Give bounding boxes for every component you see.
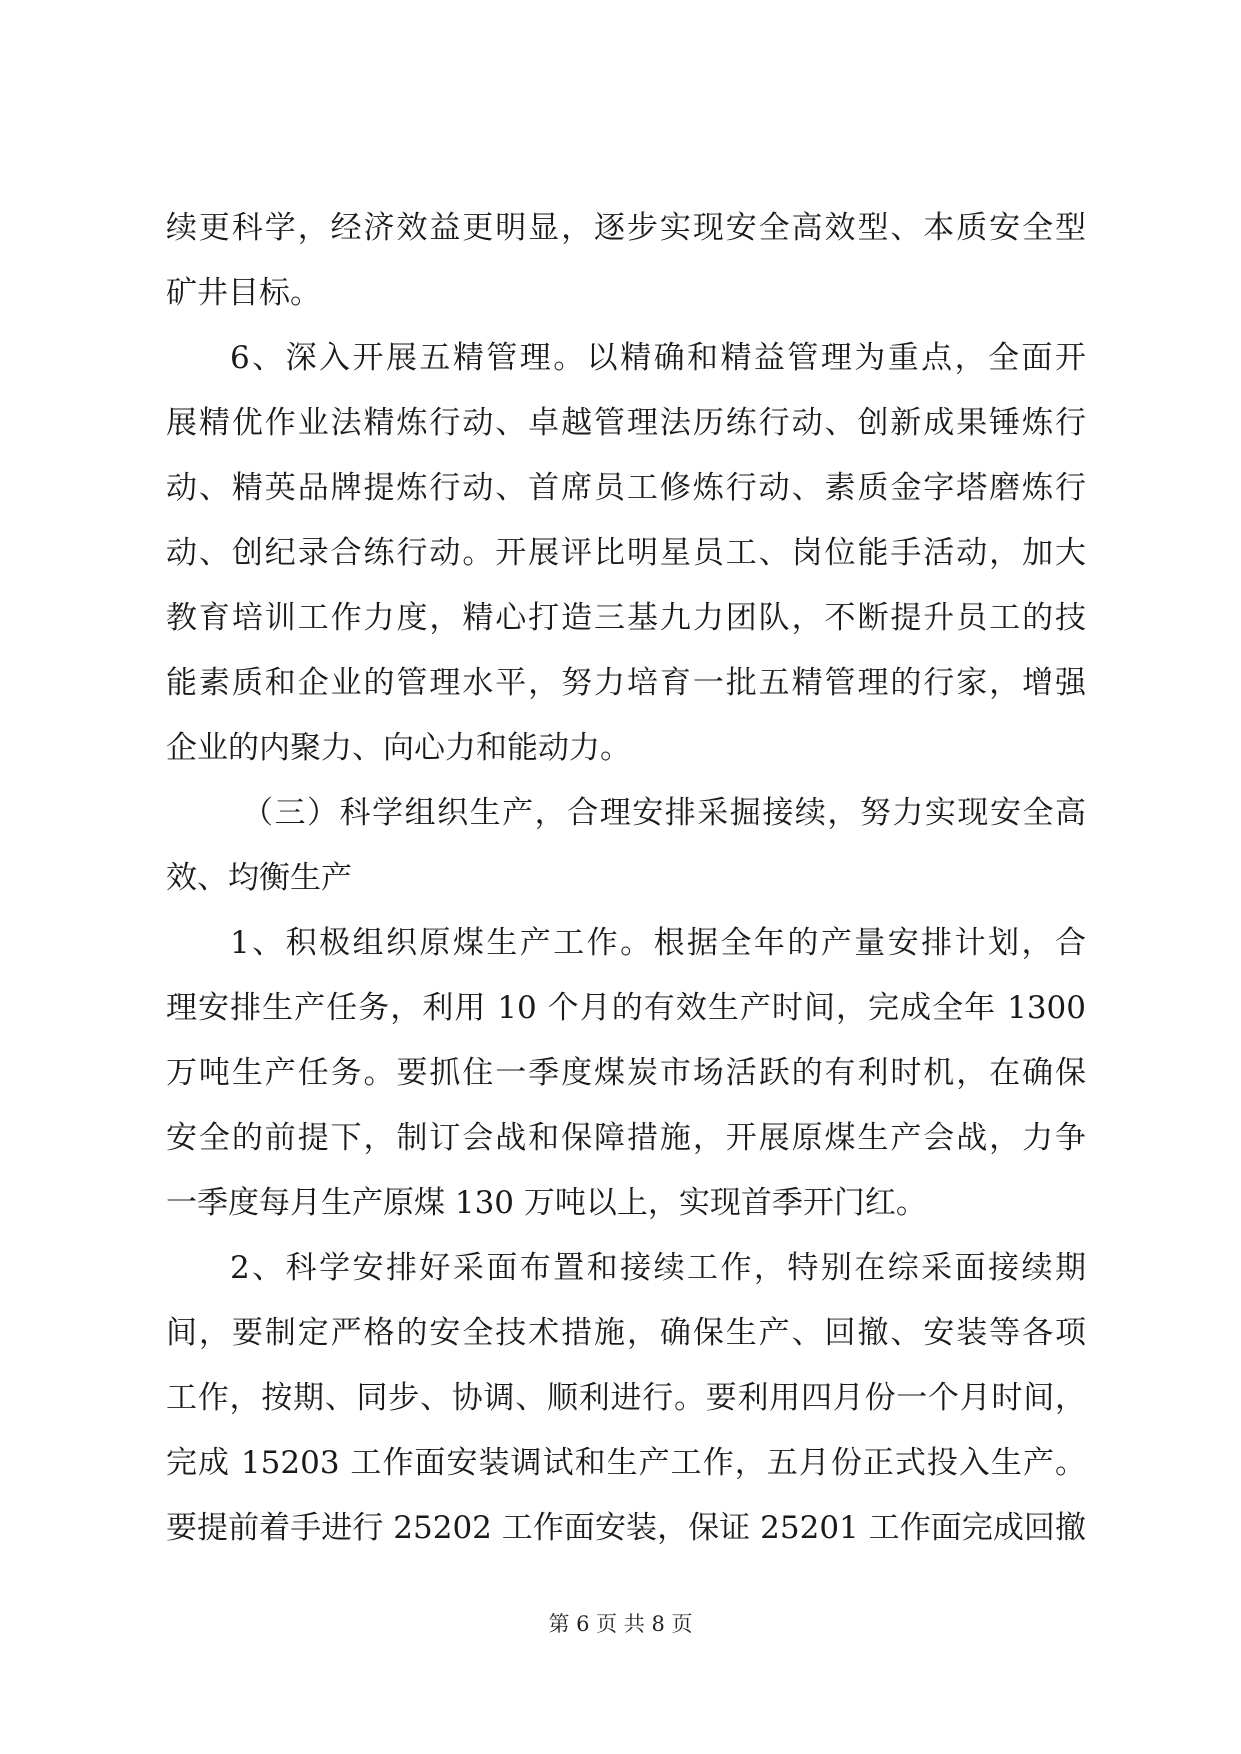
- page-number-label: 第 6 页 共 8 页: [548, 1612, 693, 1636]
- text-line: 展精优作业法精炼行动、卓越管理法历练行动、创新成果锤炼行: [166, 405, 1086, 441]
- text-line: 教育培训工作力度，精心打造三基九力团队，不断提升员工的技: [166, 600, 1086, 636]
- document-body: [166, 196, 1086, 1561]
- page-footer: [0, 1608, 1241, 1638]
- paragraph-1-start: 1、积极组织原煤生产工作。根据全年的产量安排计划，合: [230, 925, 1086, 961]
- text-line: 动、创纪录合练行动。开展评比明星员工、岗位能手活动，加大: [166, 535, 1086, 571]
- paragraph-6-start: 6、深入开展五精管理。以精确和精益管理为重点，全面开: [230, 340, 1086, 376]
- text-line: 企业的内聚力、向心力和能动力。: [166, 730, 631, 766]
- text-line: 矿井目标。: [166, 275, 321, 311]
- text-line: 动、精英品牌提炼行动、首席员工修炼行动、素质金字塔磨炼行: [166, 470, 1086, 506]
- text-line: 工作，按期、同步、协调、顺利进行。要利用四月份一个月时间，: [166, 1380, 1086, 1416]
- text-line: 一季度每月生产原煤 130 万吨以上，实现首季开门红。: [166, 1185, 927, 1221]
- text-line: 续更科学，经济效益更明显，逐步实现安全高效型、本质安全型: [166, 210, 1086, 246]
- text-line: 理安排生产任务，利用 10 个月的有效生产时间，完成全年 1300: [166, 990, 1086, 1026]
- text-line: 万吨生产任务。要抓住一季度煤炭市场活跃的有利时机，在确保: [166, 1055, 1086, 1091]
- text-line: 能素质和企业的管理水平，努力培育一批五精管理的行家，增强: [166, 665, 1086, 701]
- text-line: 要提前着手进行 25202 工作面安装，保证 25201 工作面完成回撤: [166, 1510, 1086, 1546]
- section-heading-3: （三）科学组织生产，合理安排采掘接续，努力实现安全高: [242, 795, 1086, 831]
- text-line: 完成 15203 工作面安装调试和生产工作，五月份正式投入生产。: [166, 1445, 1086, 1481]
- section-heading-3-cont: 效、均衡生产: [166, 860, 352, 896]
- text-line: 间，要制定严格的安全技术措施，确保生产、回撤、安装等各项: [166, 1315, 1086, 1351]
- paragraph-2-start: 2、科学安排好采面布置和接续工作，特别在综采面接续期: [230, 1250, 1086, 1286]
- text-line: 安全的前提下，制订会战和保障措施，开展原煤生产会战，力争: [166, 1120, 1086, 1156]
